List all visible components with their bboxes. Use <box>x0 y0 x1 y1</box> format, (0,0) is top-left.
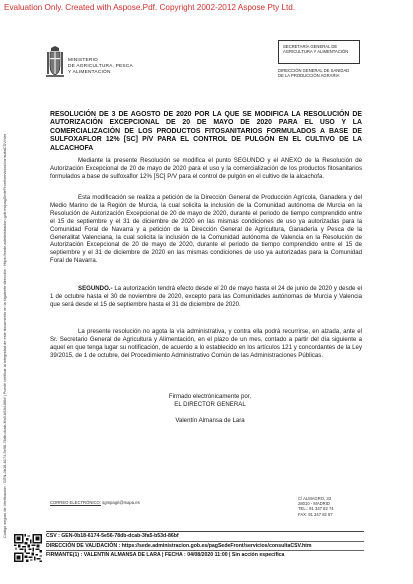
paragraph-1-text: Mediante la presente Resolución se modifica el punto SEGUNDO y el ANEXO de la Resolución de Autorización Excepcional de 20 de mayo de 2020 para el uso y la comercialización de los productos fitosanitarios formulados a base de sulfoxaflor 12% [SC] P/V para el control de pulgón en el cultivo de la alcachofa. <box>50 157 362 180</box>
ministry-line: DE AGRICULTURA, PESCA <box>68 64 133 69</box>
paragraph-4-text: La presente resolución no agota la vía administrativa, y contra ella podrá recurrirse, en alzada, ante el Sr. Secretario General de Agricultura y Alimentación, en el plazo de un mes, contado a partir del día siguiente a aquel en que tenga lugar su notificación, de acuerdo a lo establecido en los artículos 121 y concordantes de la Ley 39/2015, de 1 de octubre, del Procedimiento Administrativo Común de las Administraciones Públicas. <box>50 328 362 359</box>
csv-block <box>46 531 364 560</box>
directorate-name <box>278 68 368 79</box>
email-label: CORREO ELECTRÓNICO: <box>50 500 101 505</box>
spanish-coat-of-arms-icon <box>46 46 64 80</box>
directorate-line: DIRECCIÓN GENERAL DE SANIDAD <box>278 68 350 73</box>
footer-email <box>50 500 140 505</box>
paragraph-2-text: Esta modificación se realiza a petición de la Dirección General de Producción Agrícola, Ganadera y del Medio Marino de la Región de Murcia, la cual solicita la inclusión de la Comunidad autónoma de Murcia en la Resolución de Autorización Excepcional de 20 de mayo de 2020, durante el periodo de tiempo comprendido entre el 15 de septiembre y el 31 de diciembre de 2020 en las mismas condiciones de uso ya autorizadas para la Comunidad Foral de Navarra y a petición de la Dirección General de Agricultura, Ganadería y Pesca de la Generalitat Valenciana, la cual solicita la inclusión de la Comunidad autónoma de Valencia en la Resolución de Autorización Excepcional de 20 de mayo de 2020, durante el periodo de tiempo comprendido entre el 15 de septiembre y el 31 de diciembre de 2020 en las mismas condiciones de uso ya autorizadas para la Comunidad Foral de Navarra. <box>50 194 362 265</box>
qr-code-icon <box>14 534 42 562</box>
address-line: C/ ALMAGRO, 33 <box>298 496 332 501</box>
paragraph-3-heading: SEGUNDO.- <box>78 285 113 292</box>
paragraph-1 <box>50 157 362 181</box>
csv-code: CSV : GEN-0b18-6174-5e56-78db-dcab-3fa5-b53d-86bf <box>46 533 179 539</box>
address-line: TEL.: 91 347 82 74 <box>298 506 334 512</box>
csv-signer: FIRMANTE(1) : VALENTIN ALMANSA DE LARA | FECHA : 04/08/2020 11:00 | Sin acción específica <box>46 550 364 560</box>
directorate-line: DE LA PRODUCCIÓN AGRARIA <box>278 73 340 79</box>
ministry-line: MINISTERIO <box>68 58 98 63</box>
signature-line-1: Firmado electrónicamente por, <box>168 393 252 400</box>
paragraph-2 <box>50 194 362 265</box>
paragraph-3-text: La autorización tendrá efecto desde el 20 de mayo hasta el 24 de junio de 2020 y desde el 1 de octubre hasta el 30 de noviembre de 2020, excepto para las Comunidades autónomas de Murcia y Valencia que será desde el 15 de septiembre hasta el 31 de diciembre de 2020. <box>50 285 362 308</box>
signature-line-2: EL DIRECTOR GENERAL <box>174 401 246 408</box>
paragraph-4 <box>50 328 362 360</box>
footer-address <box>298 496 334 517</box>
address-line: 28010 - MADRID <box>298 501 330 507</box>
address-line: FAX: 91 347 82 87 <box>298 511 333 517</box>
evaluation-watermark: Evaluation Only. Created with Aspose.Pdf. Copyright 2002-2012 Aspose Pty Ltd. <box>4 3 296 12</box>
paragraph-3 <box>50 285 362 309</box>
resolution-title: RESOLUCIÓN DE 3 DE AGOSTO DE 2020 POR LA QUE SE MODIFICA LA RESOLUCIÓN DE AUTORIZACIÓN EXCEPCIONAL DE 20 DE MAYO DE 2020 PARA EL USO Y LA COMERCIALIZACIÓN DE LOS PRODUCTOS FITOSANITARIOS FORMULADOS A BASE DE SULFOXAFLOR 12% [SC] P/V PARA EL CONTROL DE PULGÓN EN EL CULTIVO DE LA ALCACHOFA <box>50 111 362 152</box>
signer-name: Valentín Almansa de Lara <box>175 417 245 424</box>
csv-validation-url[interactable]: DIRECCIÓN DE VALIDACIÓN : https://sede.administracion.gob.es/pagSedeFront/servicios/consultaCSV.htm <box>46 541 364 551</box>
ministry-line: Y ALIMENTACIÓN <box>68 70 111 75</box>
verification-side-text <box>2 18 7 538</box>
email-address[interactable]: sgmpagri@mapa.es <box>102 500 140 505</box>
ministry-name <box>68 58 133 76</box>
side-text-content: Código seguro de Verificación : GEN-0b18-6174-5e56-78db-dcab-3fa5-b53d-86bf | Puede verificar la integridad de este documento en la siguiente dirección : https://sede.administracion.gob.es/pagSedeFront/servicios/consultaCSV.htm <box>2 133 7 538</box>
secretariat-line: SECRETARÍA GENERAL DE <box>283 44 338 49</box>
secretariat-box <box>278 40 360 64</box>
secretariat-line: AGRICULTURA Y ALIMENTACIÓN <box>283 49 349 55</box>
